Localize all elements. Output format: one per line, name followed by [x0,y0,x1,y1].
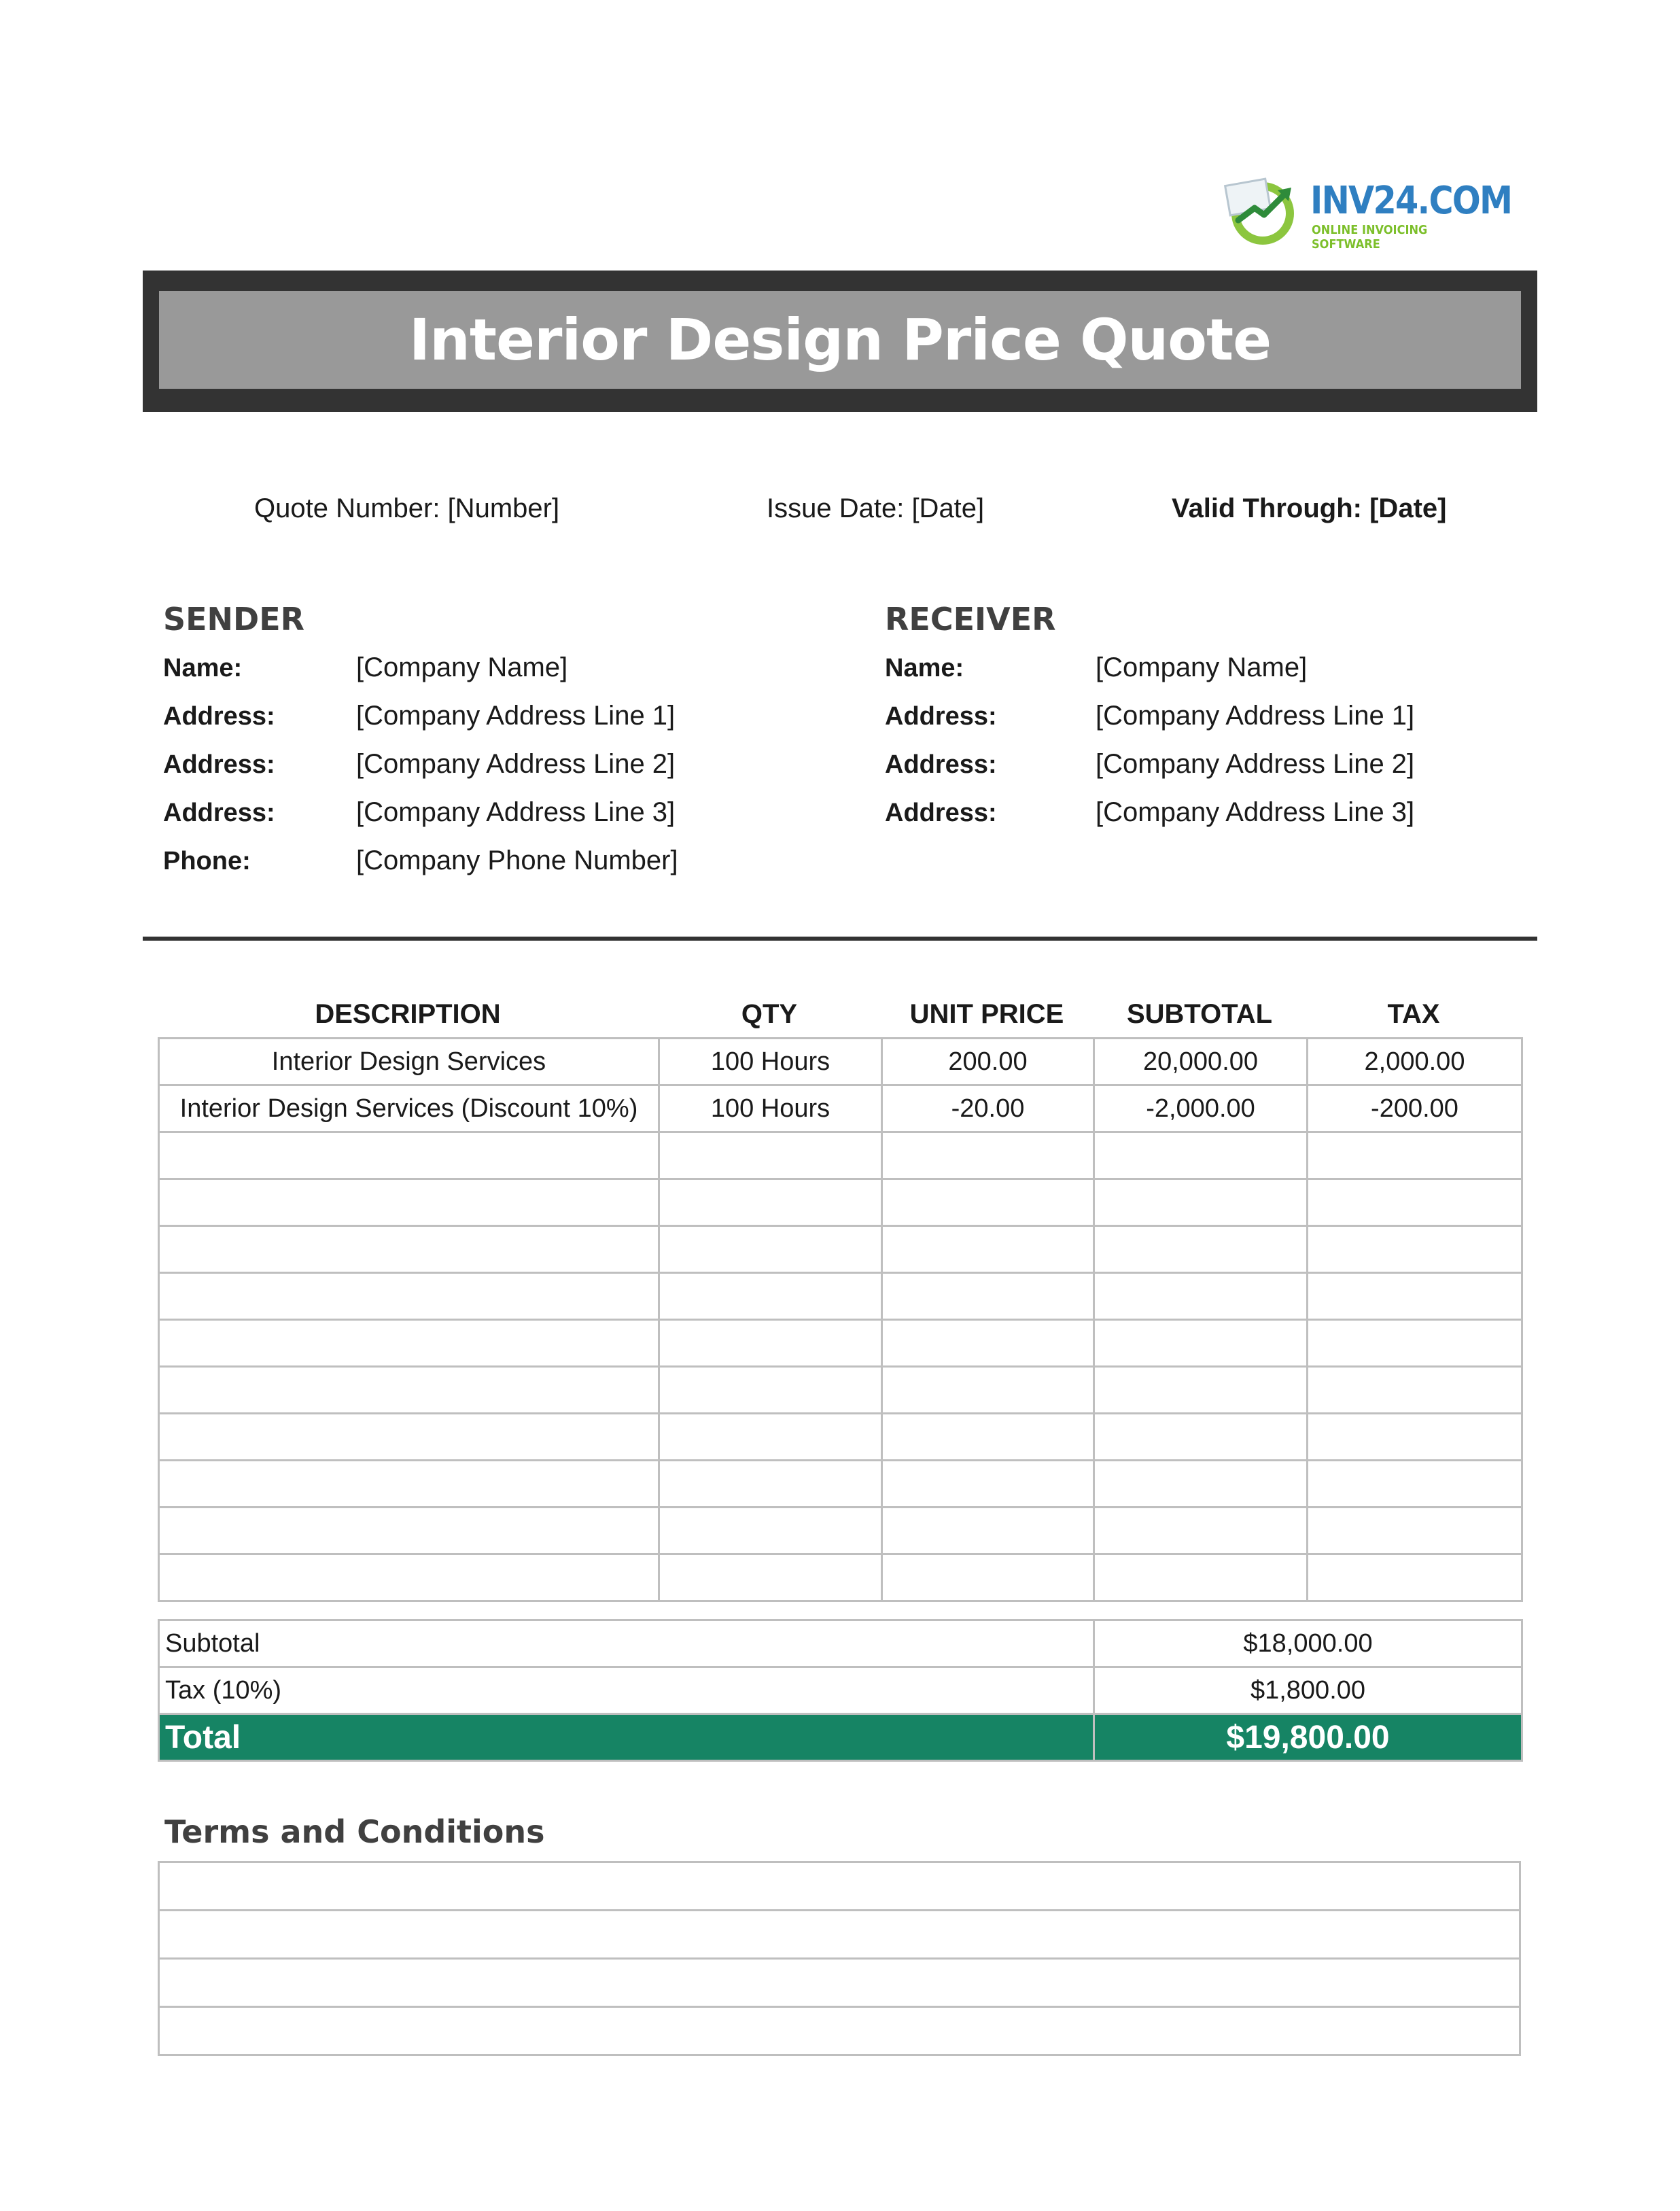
item-qty: 100 Hours [659,1039,882,1085]
empty-cell [1308,1132,1522,1179]
table-row-empty [159,1367,1522,1414]
table-row-empty [159,1226,1522,1273]
receiver-address3-value: [Company Address Line 3] [1096,797,1415,827]
total-row [159,1714,1522,1761]
empty-cell [159,1273,659,1320]
empty-cell [659,1179,882,1226]
table-row-empty [159,1414,1522,1461]
sender-name-label: Name: [163,654,243,682]
tax-row [159,1667,1522,1714]
valid-through-value: [Date] [1369,493,1447,523]
sender-heading: SENDER [163,601,305,638]
empty-cell [1094,1226,1308,1273]
empty-cell [882,1554,1094,1601]
terms-cell [159,1862,1520,1911]
empty-cell [659,1461,882,1508]
logo-wordmark: INV24.COM [1310,179,1512,223]
item-tax: 2,000.00 [1308,1039,1522,1085]
terms-line [159,1862,1520,1911]
table-row-empty [159,1320,1522,1367]
empty-cell [882,1179,1094,1226]
receiver-address2-value: [Company Address Line 2] [1096,749,1415,779]
empty-cell [882,1461,1094,1508]
receiver-heading: RECEIVER [885,601,1056,638]
item-unit-price: 200.00 [882,1039,1094,1085]
terms-cell [159,1911,1520,1959]
receiver-name-label: Name: [885,654,964,682]
terms-line [159,1959,1520,2007]
empty-cell [1094,1508,1308,1554]
subtotal-row [159,1620,1522,1667]
col-header-qty: QTY [741,999,798,1029]
sender-address3-value: [Company Address Line 3] [356,797,676,827]
table-row [159,1039,1522,1085]
terms-line [159,1911,1520,1959]
empty-cell [1308,1554,1522,1601]
empty-cell [1308,1320,1522,1367]
inv24-logo [1223,169,1512,251]
page-title: Interior Design Price Quote [408,307,1272,373]
empty-cell [159,1367,659,1414]
col-header-unit-price: UNIT PRICE [909,999,1064,1029]
logo-chart-icon [1223,173,1302,246]
item-qty: 100 Hours [659,1085,882,1132]
empty-cell [1308,1461,1522,1508]
empty-cell [1308,1367,1522,1414]
empty-cell [882,1414,1094,1461]
issue-date: Issue Date: [Date] [767,493,985,523]
empty-cell [659,1554,882,1601]
table-row-empty [159,1508,1522,1554]
terms-box [158,1861,1521,2056]
item-subtotal: -2,000.00 [1094,1085,1308,1132]
receiver-address3-label: Address: [885,799,997,827]
item-description: Interior Design Services [159,1039,659,1085]
empty-cell [659,1132,882,1179]
item-tax: -200.00 [1308,1085,1522,1132]
table-row-empty [159,1554,1522,1601]
terms-line [159,2007,1520,2055]
sender-phone-value: [Company Phone Number] [356,846,678,875]
empty-cell [882,1273,1094,1320]
section-divider [143,937,1537,941]
empty-cell [1094,1367,1308,1414]
terms-heading: Terms and Conditions [164,1813,545,1850]
tax-value: $1,800.00 [1094,1667,1522,1714]
valid-through-label: Valid Through: [1172,493,1362,523]
empty-cell [1094,1461,1308,1508]
total-label: Total [159,1714,1094,1761]
empty-cell [159,1226,659,1273]
empty-cell [159,1554,659,1601]
item-unit-price: -20.00 [882,1085,1094,1132]
totals-table [158,1619,1523,1762]
sender-address1-value: [Company Address Line 1] [356,701,676,731]
empty-cell [659,1273,882,1320]
empty-cell [659,1414,882,1461]
empty-cell [882,1367,1094,1414]
empty-cell [159,1320,659,1367]
quote-number: Quote Number: [Number] [254,493,560,523]
empty-cell [882,1226,1094,1273]
table-row-empty [159,1179,1522,1226]
empty-cell [159,1179,659,1226]
sender-address2-label: Address: [163,750,275,779]
table-row [159,1085,1522,1132]
empty-cell [1094,1320,1308,1367]
sender-name-value: [Company Name] [356,652,568,682]
sender-address2-value: [Company Address Line 2] [356,749,676,779]
line-items-table [158,1037,1523,1602]
empty-cell [159,1132,659,1179]
empty-cell [1308,1508,1522,1554]
col-header-description: DESCRIPTION [315,999,501,1029]
sender-address1-label: Address: [163,702,275,731]
empty-cell [659,1226,882,1273]
empty-cell [1094,1273,1308,1320]
title-banner [143,271,1537,412]
empty-cell [882,1132,1094,1179]
empty-cell [159,1461,659,1508]
empty-cell [659,1320,882,1367]
empty-cell [1308,1179,1522,1226]
subtotal-value: $18,000.00 [1094,1620,1522,1667]
empty-cell [1308,1226,1522,1273]
table-row-empty [159,1273,1522,1320]
empty-cell [882,1320,1094,1367]
empty-cell [1094,1179,1308,1226]
empty-cell [659,1508,882,1554]
title-banner-inner [159,291,1521,389]
valid-through [1172,488,1446,529]
total-value: $19,800.00 [1094,1714,1522,1761]
receiver-name-value: [Company Name] [1096,652,1308,682]
empty-cell [1094,1132,1308,1179]
receiver-address1-label: Address: [885,702,997,731]
item-description: Interior Design Services (Discount 10%) [159,1085,659,1132]
empty-cell [159,1414,659,1461]
subtotal-label: Subtotal [159,1620,1094,1667]
col-header-subtotal: SUBTOTAL [1126,999,1273,1029]
sender-address3-label: Address: [163,799,275,827]
table-row-empty [159,1132,1522,1179]
empty-cell [882,1508,1094,1554]
terms-cell [159,2007,1520,2055]
empty-cell [1308,1414,1522,1461]
empty-cell [659,1367,882,1414]
table-row-empty [159,1461,1522,1508]
terms-cell [159,1959,1520,2007]
col-header-tax: TAX [1387,999,1440,1029]
receiver-address2-label: Address: [885,750,997,779]
item-subtotal: 20,000.00 [1094,1039,1308,1085]
sender-phone-label: Phone: [163,847,251,875]
logo-tagline: ONLINE INVOICING SOFTWARE [1312,223,1428,251]
empty-cell [1094,1414,1308,1461]
empty-cell [1094,1554,1308,1601]
empty-cell [1308,1273,1522,1320]
tax-label: Tax (10%) [159,1667,1094,1714]
receiver-address1-value: [Company Address Line 1] [1096,701,1415,731]
empty-cell [159,1508,659,1554]
